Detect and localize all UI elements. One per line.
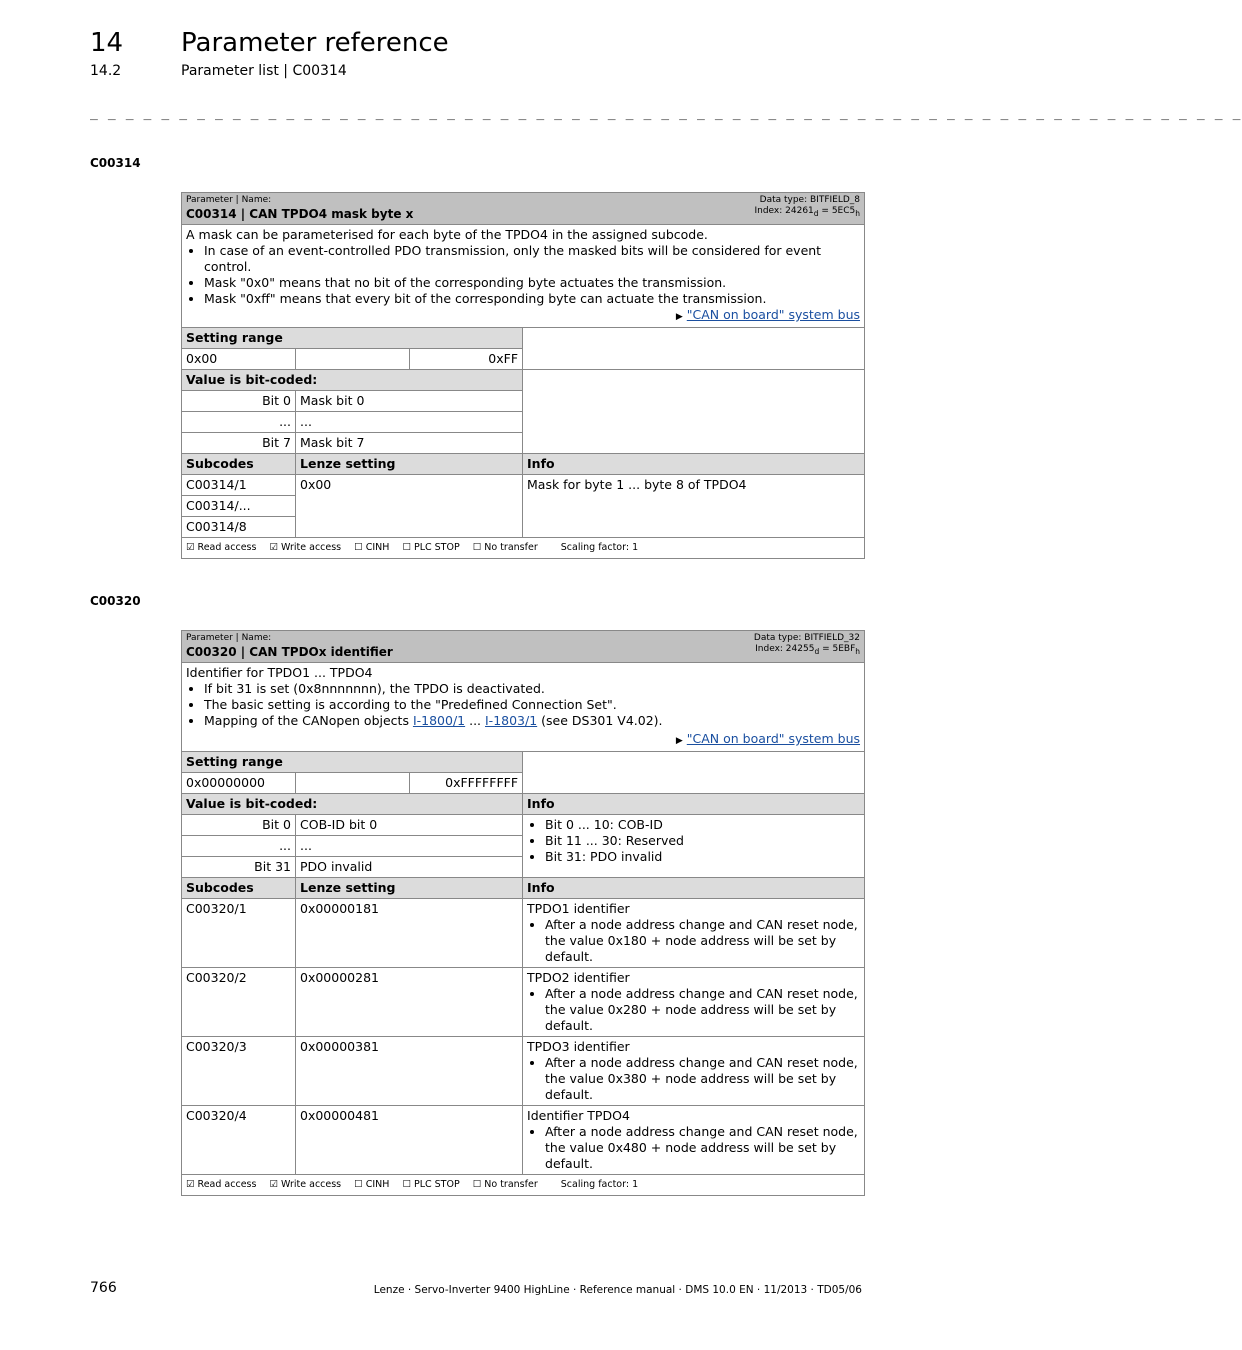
lenze-value: 0x00	[296, 475, 523, 538]
arrow-right-icon: ▶	[675, 736, 683, 746]
header-label: Parameter | Name:	[186, 195, 272, 205]
parameter-name: C00320 | CAN TPDOx identifier	[186, 645, 393, 659]
info-value: Mask for byte 1 ... byte 8 of TPDO4	[523, 475, 865, 538]
table-row: C00314/1 0x00 Mask for byte 1 ... byte 8 of TPDO4	[182, 475, 865, 496]
setting-range-label: Setting range	[182, 328, 523, 349]
system-bus-link[interactable]: "CAN on board" system bus	[686, 731, 861, 746]
data-type: Data type: BITFIELD_32	[753, 633, 861, 643]
data-type: Data type: BITFIELD_8	[759, 195, 861, 205]
table-row: ... ...	[182, 836, 865, 857]
range-max: 0xFFFFFFFF	[410, 773, 523, 794]
section-number: 14.2	[90, 63, 122, 79]
list-item: • After a node address change and CAN reset node, the value 0x180 + node address will be set by default.	[545, 917, 860, 965]
anchor-c00314: C00314	[90, 156, 141, 170]
page-number: 766	[90, 1280, 117, 1296]
bit-coded-label: Value is bit-coded:	[182, 794, 523, 815]
bit-info-header: Info	[523, 794, 865, 815]
description-row	[182, 225, 865, 328]
table-row: Bit 31 PDO invalid	[182, 857, 865, 878]
list-item: • The basic setting is according to the "Predefined Connection Set".	[204, 697, 860, 713]
range-max: 0xFF	[410, 349, 523, 370]
chapter-number: 14	[90, 28, 124, 58]
section-title: Parameter list | C00314	[181, 63, 347, 79]
table-row: Bit 0 Mask bit 0	[182, 391, 865, 412]
table-row: C00320/2 0x00000281 TPDO2 identifier • After a node address change and CAN reset node, the value 0x280 + node address will be set by default.	[182, 968, 865, 1037]
table-row: C00314/8	[182, 517, 865, 538]
bit-coded-label: Value is bit-coded:	[182, 370, 523, 391]
list-item: • In case of an event-controlled PDO transmission, only the masked bits will be considered for event control.	[204, 243, 860, 275]
col-info: Info	[523, 454, 865, 475]
access-footer: ☑ Read access ☑ Write access ☐ CINH ☐ PLC STOP ☐ No transfer Scaling factor: 1	[182, 1175, 865, 1196]
system-bus-link[interactable]: "CAN on board" system bus	[686, 307, 861, 322]
page-footer: Lenze · Servo-Inverter 9400 HighLine · Reference manual · DMS 10.0 EN · 11/2013 · TD05/06	[373, 1284, 862, 1296]
setting-range-label: Setting range	[182, 752, 523, 773]
description: Identifier for TPDO1 ... TPDO4	[186, 665, 373, 680]
table-row: Bit 7 Mask bit 7	[182, 433, 865, 454]
chapter-title: Parameter reference	[181, 28, 449, 58]
index: Index: $24255_d = 5EBF_h$	[755, 644, 861, 656]
table-header	[182, 631, 865, 663]
link-i-1800-1[interactable]: I-1800/1	[412, 713, 466, 728]
list-item: • After a node address change and CAN reset node, the value 0x480 + node address will be set by default.	[545, 1124, 860, 1172]
access-footer: ☑ Read access ☑ Write access ☐ CINH ☐ PLC STOP ☐ No transfer Scaling factor: 1	[182, 538, 865, 559]
arrow-right-icon: ▶	[675, 312, 683, 322]
description: A mask can be parameterised for each byte of the TPDO4 in the assigned subcode.	[186, 227, 708, 242]
range-min: 0x00000000	[182, 773, 296, 794]
col-lenze-setting: Lenze setting	[296, 454, 523, 475]
list-item: • Bit 31: PDO invalid	[545, 849, 860, 865]
table-row: ... ...	[182, 412, 865, 433]
parameter-name: C00314 | CAN TPDO4 mask byte x	[186, 207, 414, 221]
dashed-rule: _ _ _ _ _ _ _ _ _ _ _ _ _ _ _ _ _ _ _ _ _ _ _ _ _ _ _ _ _ _ _ _ _ _ _ _ _ _ _ _ _ _ _ _ _ _ _ _ _ _ _ _ _ _ _ _ _ _ _ _ _ _ _ _ _	[90, 106, 1242, 121]
list-item: • After a node address change and CAN reset node, the value 0x380 + node address will be set by default.	[545, 1055, 860, 1103]
list-item: • If bit 31 is set (0x8nnnnnnn), the TPDO is deactivated.	[204, 681, 860, 697]
parameter-table-c00320	[181, 630, 865, 1196]
list-item: • Bit 11 ... 30: Reserved	[545, 833, 860, 849]
table-row: C00314/...	[182, 496, 865, 517]
list-item: • After a node address change and CAN reset node, the value 0x280 + node address will be set by default.	[545, 986, 860, 1034]
parameter-table-c00314	[181, 192, 865, 559]
bit-info-list	[527, 817, 860, 865]
list-item: • Bit 0 ... 10: COB-ID	[545, 817, 860, 833]
col-info: Info	[523, 878, 865, 899]
table-row: C00320/4 0x00000481 Identifier TPDO4 • After a node address change and CAN reset node, the value 0x480 + node address will be set by default.	[182, 1106, 865, 1175]
table-row: C00320/1 0x00000181 TPDO1 identifier • After a node address change and CAN reset node, the value 0x180 + node address will be set by default.	[182, 899, 865, 968]
anchor-c00320: C00320	[90, 594, 141, 608]
description-row	[182, 663, 865, 752]
table-row: Bit 0 COB-ID bit 0 • Bit 0 ... 10: COB-ID • Bit 11 ... 30: Reserved • Bit 31: PDO invalid	[182, 815, 865, 836]
table-row: C00320/3 0x00000381 TPDO3 identifier • After a node address change and CAN reset node, the value 0x380 + node address will be set by default.	[182, 1037, 865, 1106]
link-i-1803-1[interactable]: I-1803/1	[485, 713, 538, 728]
col-lenze-setting: Lenze setting	[296, 878, 523, 899]
description-bullets	[186, 681, 860, 729]
range-min: 0x00	[182, 349, 296, 370]
table-header	[182, 193, 865, 225]
list-item: • Mask "0xff" means that every bit of the corresponding byte can actuate the transmission.	[204, 291, 860, 307]
index: Index: $24261_d = 5EC5_h$	[754, 206, 861, 218]
description-bullets	[186, 243, 860, 307]
header-label: Parameter | Name:	[186, 633, 272, 643]
col-subcodes: Subcodes	[182, 878, 296, 899]
list-item: • Mask "0x0" means that no bit of the corresponding byte actuates the transmission.	[204, 275, 860, 291]
list-item: • Mapping of the CANopen objects I-1800/1 ... I-1803/1 (see DS301 V4.02).	[204, 713, 860, 729]
col-subcodes: Subcodes	[182, 454, 296, 475]
